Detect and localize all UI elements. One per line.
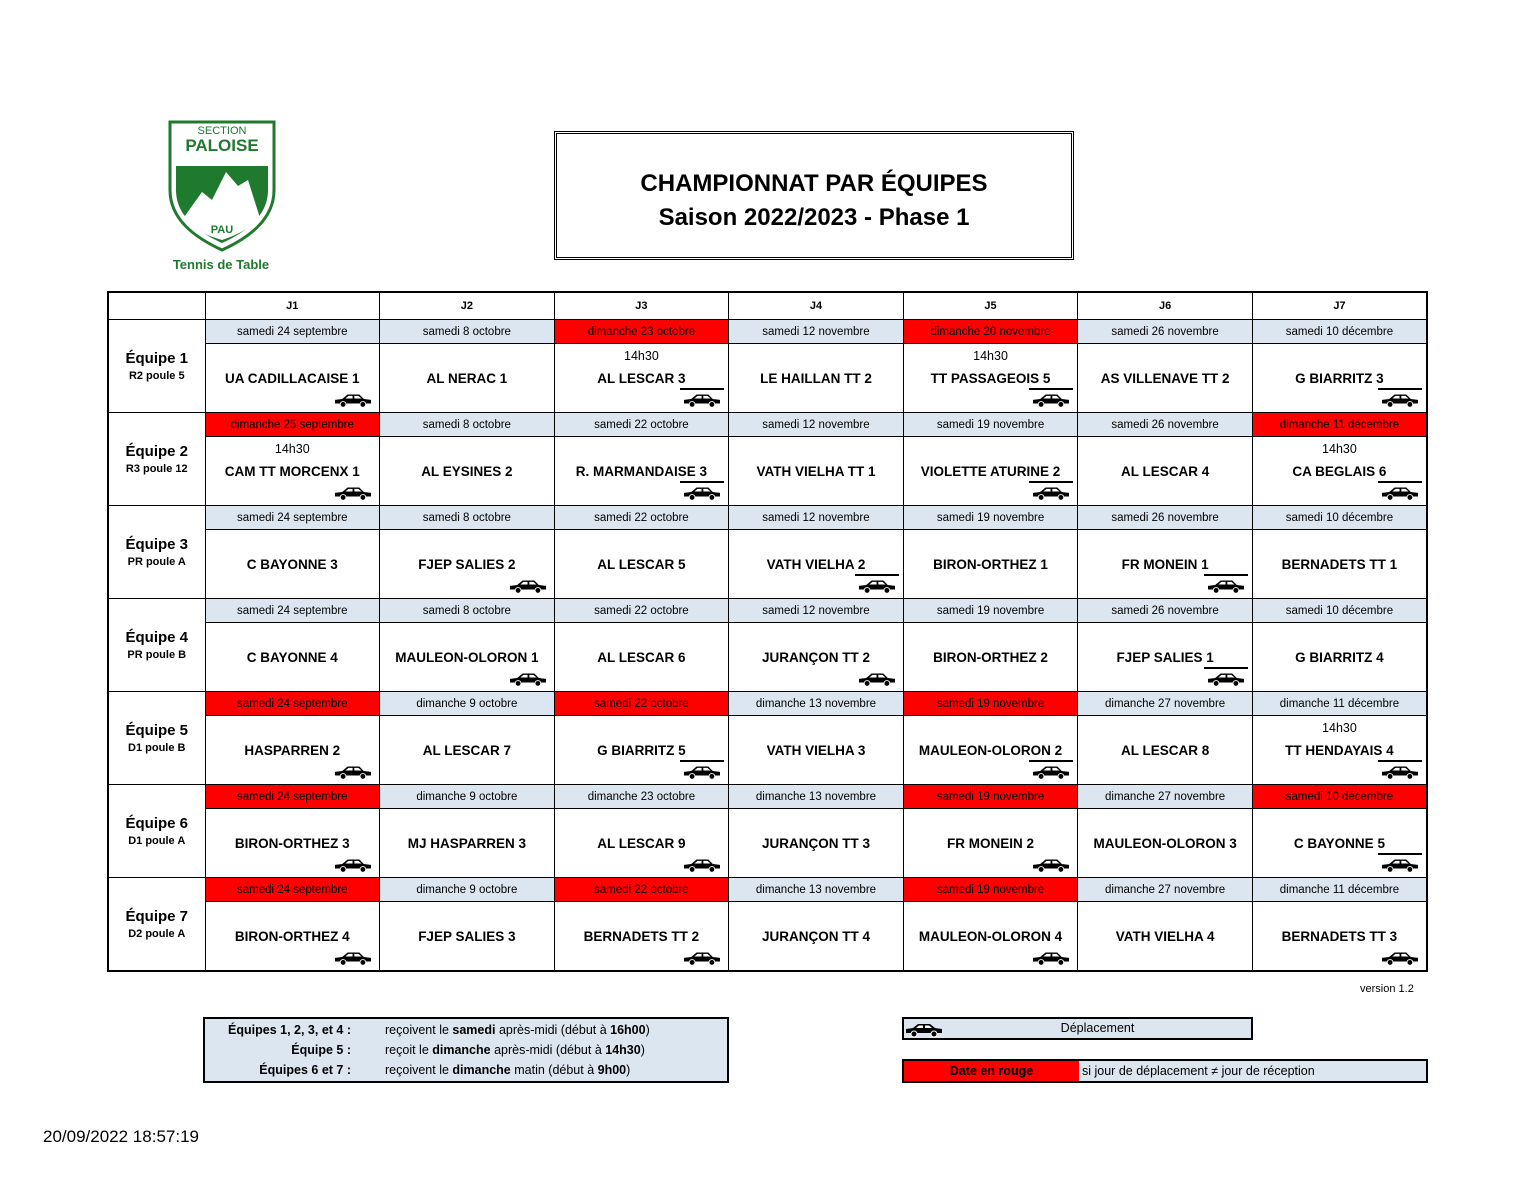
car-icon (1029, 948, 1073, 968)
match-cell (903, 809, 1078, 878)
opponent-name: FR MONEIN 1 (1121, 557, 1209, 572)
opponent-name: VATH VIELHA 4 (1115, 929, 1215, 944)
team-division: D2 poule A (128, 928, 186, 940)
travel-legend-text: Déplacement (1060, 1021, 1135, 1035)
match-date: samedi 19 novembre (903, 599, 1078, 623)
match-date: samedi 22 octobre (554, 878, 729, 902)
opponent-name: VATH VIELHA 3 (766, 743, 866, 758)
match-date: samedi 22 octobre (554, 599, 729, 623)
title-box (554, 131, 1074, 260)
opponent-name: BIRON-ORTHEZ 4 (234, 929, 350, 944)
opponent-name: AL NERAC 1 (426, 371, 508, 386)
opponent-name: MJ HASPARREN 3 (407, 836, 526, 851)
match-cell (554, 809, 729, 878)
match-cell (205, 437, 380, 506)
match-cell (903, 716, 1078, 785)
opponent-name: LE HAILLAN TT 2 (760, 371, 872, 386)
opponent-name: AL LESCAR 6 (597, 650, 686, 665)
match-cell (1252, 809, 1427, 878)
match-date: samedi 8 octobre (380, 599, 555, 623)
opponent-name: BIRON-ORTHEZ 2 (933, 650, 1048, 665)
match-date: samedi 12 novembre (729, 320, 904, 344)
section-paloise-logo (168, 120, 276, 252)
car-icon (1029, 855, 1073, 875)
legend-text: reçoivent le samedi après-midi (début à 16h00) (385, 1023, 650, 1037)
match-date: samedi 10 décembre (1252, 320, 1427, 344)
match-date: samedi 24 septembre (205, 599, 380, 623)
car-icon (1029, 760, 1073, 782)
match-cell (205, 530, 380, 599)
legend-text: reçoivent le dimanche matin (début à 9h00) (385, 1063, 631, 1077)
match-date: samedi 22 octobre (554, 692, 729, 716)
car-icon (1378, 481, 1422, 503)
opponent-name: FJEP SALIES 1 (1116, 650, 1214, 665)
match-cell (729, 437, 904, 506)
car-icon (680, 388, 724, 410)
match-cell (1252, 623, 1427, 692)
car-icon (1378, 853, 1422, 875)
red-date-label: Date en rouge (904, 1061, 1079, 1081)
opponent-name: VATH VIELHA TT 1 (756, 464, 876, 479)
opponent-name: AL LESCAR 8 (1120, 743, 1210, 758)
match-date: samedi 19 novembre (903, 785, 1078, 809)
match-date: dimanche 9 octobre (380, 878, 555, 902)
round-header: J4 (729, 292, 904, 320)
opponent-name: AL EYSINES 2 (421, 464, 513, 479)
opponent-name: UA CADILLACAISE 1 (225, 371, 360, 386)
opponent-name: BERNADETS TT 2 (583, 929, 700, 944)
match-date: samedi 12 novembre (729, 413, 904, 437)
match-date: samedi 19 novembre (903, 413, 1078, 437)
match-cell (1252, 902, 1427, 972)
match-date: dimanche 13 novembre (729, 692, 904, 716)
match-cell (554, 902, 729, 972)
match-cell (380, 530, 555, 599)
opponent-name: AL LESCAR 7 (422, 743, 511, 758)
red-date-legend (902, 1059, 1428, 1083)
match-cell (380, 623, 555, 692)
team-cell (108, 599, 205, 692)
home-schedule-legend (203, 1017, 729, 1083)
match-cell (380, 902, 555, 972)
team-division: PR poule B (127, 649, 187, 661)
match-date: samedi 26 novembre (1078, 320, 1253, 344)
match-time: 14h30 (1322, 442, 1357, 456)
match-time: 14h30 (973, 349, 1008, 363)
opponent-name: MAULEON-OLORON 3 (1093, 836, 1237, 851)
match-date: samedi 8 octobre (380, 413, 555, 437)
round-header: J7 (1252, 292, 1427, 320)
team-name: Équipe 2 (125, 443, 188, 460)
team-cell (108, 506, 205, 599)
match-cell (205, 902, 380, 972)
match-date: samedi 12 novembre (729, 506, 904, 530)
match-cell (1252, 530, 1427, 599)
opponent-name: JURANÇON TT 4 (761, 929, 870, 944)
match-cell (380, 437, 555, 506)
match-cell (554, 437, 729, 506)
travel-legend (902, 1017, 1253, 1040)
car-icon (1378, 388, 1422, 410)
match-date: samedi 10 décembre (1252, 785, 1427, 809)
match-cell (1078, 716, 1253, 785)
match-date: samedi 24 septembre (205, 785, 380, 809)
team-name: Équipe 7 (125, 908, 188, 925)
match-date: samedi 19 novembre (903, 692, 1078, 716)
legend-teams: Équipe 5 : (291, 1043, 351, 1057)
match-date: dimanche 27 novembre (1078, 785, 1253, 809)
match-cell (1078, 809, 1253, 878)
match-date: dimanche 27 novembre (1078, 692, 1253, 716)
match-date: dimanche 23 octobre (554, 785, 729, 809)
team-division: D1 poule B (128, 742, 186, 754)
opponent-name: JURANÇON TT 2 (761, 650, 870, 665)
match-cell (1252, 716, 1427, 785)
opponent-name: AL LESCAR 3 (597, 371, 686, 386)
match-date: dimanche 20 novembre (903, 320, 1078, 344)
match-cell (729, 902, 904, 972)
opponent-name: FJEP SALIES 2 (418, 557, 516, 572)
opponent-name: TT HENDAYAIS 4 (1285, 743, 1394, 758)
opponent-name: FJEP SALIES 3 (418, 929, 516, 944)
car-icon (680, 760, 724, 782)
match-cell (554, 530, 729, 599)
match-date: samedi 26 novembre (1078, 599, 1253, 623)
page-subtitle: Saison 2022/2023 - Phase 1 (658, 204, 970, 231)
team-cell (108, 413, 205, 506)
match-time: 14h30 (624, 349, 659, 363)
match-date: samedi 12 novembre (729, 599, 904, 623)
match-cell (205, 344, 380, 413)
car-icon (1378, 760, 1422, 782)
match-cell (1078, 437, 1253, 506)
team-division: R2 poule 5 (128, 370, 185, 382)
opponent-name: G BIARRITZ 4 (1295, 650, 1384, 665)
match-cell (1252, 344, 1427, 413)
opponent-name: AL LESCAR 5 (597, 557, 686, 572)
round-header: J6 (1078, 292, 1253, 320)
match-date: samedi 24 septembre (205, 320, 380, 344)
match-date: dimanche 27 novembre (1078, 878, 1253, 902)
match-date: samedi 26 novembre (1078, 506, 1253, 530)
car-icon (904, 1019, 944, 1038)
match-time: 14h30 (274, 442, 310, 456)
opponent-name: AL LESCAR 4 (1120, 464, 1210, 479)
team-name: Équipe 3 (125, 536, 188, 553)
match-cell (205, 716, 380, 785)
match-cell (380, 809, 555, 878)
opponent-name: C BAYONNE 3 (246, 557, 338, 572)
opponent-name: MAULEON-OLORON 1 (395, 650, 539, 665)
opponent-name: JURANÇON TT 3 (761, 836, 870, 851)
opponent-name: BIRON-ORTHEZ 1 (933, 557, 1048, 572)
match-date: samedi 24 septembre (205, 692, 380, 716)
car-icon (331, 762, 375, 782)
match-cell (1078, 902, 1253, 972)
opponent-name: C BAYONNE 4 (246, 650, 338, 665)
car-icon (331, 390, 375, 410)
match-cell (554, 344, 729, 413)
match-date: samedi 19 novembre (903, 878, 1078, 902)
match-date: samedi 8 octobre (380, 320, 555, 344)
car-icon (1204, 667, 1248, 689)
match-cell (1078, 623, 1253, 692)
opponent-name: TT PASSAGEOIS 5 (930, 371, 1051, 386)
opponent-name: G BIARRITZ 5 (597, 743, 686, 758)
match-cell (729, 623, 904, 692)
logo-subtitle: Tennis de Table (172, 257, 270, 272)
round-header: J2 (380, 292, 555, 320)
opponent-name: CA BEGLAIS 6 (1292, 464, 1387, 479)
match-time: 14h30 (1322, 721, 1357, 735)
red-date-text: si jour de déplacement ≠ jour de réception (1082, 1064, 1315, 1078)
team-cell (108, 692, 205, 785)
match-date: samedi 24 septembre (205, 878, 380, 902)
team-cell (108, 878, 205, 972)
match-cell (1078, 530, 1253, 599)
opponent-name: AS VILLENAVE TT 2 (1100, 371, 1230, 386)
match-date: dimanche 11 décembre (1252, 692, 1427, 716)
match-date: samedi 22 octobre (554, 506, 729, 530)
opponent-name: MAULEON-OLORON 4 (918, 929, 1063, 944)
legend-row (205, 1023, 727, 1041)
legend-text: reçoit le dimanche après-midi (début à 14h30) (385, 1043, 645, 1057)
match-cell (554, 623, 729, 692)
opponent-name: VATH VIELHA 2 (766, 557, 866, 572)
svg-text:PAU: PAU (210, 224, 234, 236)
opponent-name: CAM TT MORCENX 1 (224, 464, 360, 479)
round-header: J3 (554, 292, 729, 320)
car-icon (680, 481, 724, 503)
car-icon (506, 669, 550, 689)
match-cell (903, 344, 1078, 413)
match-cell (729, 530, 904, 599)
match-cell (729, 809, 904, 878)
schedule-table (107, 291, 1428, 972)
car-icon (680, 855, 724, 875)
match-date: samedi 24 septembre (205, 506, 380, 530)
svg-text:SECTION: SECTION (197, 125, 247, 137)
team-division: R3 poule 12 (125, 463, 188, 475)
match-date: samedi 22 octobre (554, 413, 729, 437)
team-name: Équipe 6 (125, 815, 188, 832)
match-cell (903, 530, 1078, 599)
opponent-name: R. MARMANDAISE 3 (575, 464, 708, 479)
version-label: version 1.2 (1360, 983, 1414, 995)
legend-row (205, 1063, 727, 1081)
opponent-name: BERNADETS TT 1 (1281, 557, 1398, 572)
match-cell (903, 623, 1078, 692)
opponent-name: AL LESCAR 9 (597, 836, 686, 851)
match-date: samedi 10 décembre (1252, 599, 1427, 623)
team-name: Équipe 4 (125, 629, 188, 646)
opponent-name: C BAYONNE 5 (1293, 836, 1385, 851)
match-date: dimanche 13 novembre (729, 878, 904, 902)
team-division: D1 poule A (128, 835, 186, 847)
car-icon (1029, 388, 1073, 410)
team-name: Équipe 1 (125, 350, 188, 367)
match-date: dimanche 23 octobre (554, 320, 729, 344)
match-cell (729, 716, 904, 785)
match-cell (903, 902, 1078, 972)
legend-teams: Équipes 6 et 7 : (259, 1063, 351, 1077)
team-division: PR poule A (127, 556, 186, 568)
team-cell (108, 785, 205, 878)
svg-text:PALOISE: PALOISE (185, 136, 259, 155)
match-date: dimanche 11 décembre (1252, 878, 1427, 902)
match-cell (205, 809, 380, 878)
match-cell (380, 716, 555, 785)
match-date: dimanche 25 septembre (205, 413, 380, 437)
opponent-name: FR MONEIN 2 (947, 836, 1035, 851)
match-cell (903, 437, 1078, 506)
match-cell (380, 344, 555, 413)
car-icon (331, 483, 375, 503)
match-date: dimanche 9 octobre (380, 692, 555, 716)
match-cell (554, 716, 729, 785)
match-date: samedi 8 octobre (380, 506, 555, 530)
match-date: samedi 26 novembre (1078, 413, 1253, 437)
car-icon (506, 576, 550, 596)
opponent-name: HASPARREN 2 (244, 743, 341, 758)
opponent-name: BERNADETS TT 3 (1281, 929, 1398, 944)
car-icon (1204, 574, 1248, 596)
round-header: J5 (903, 292, 1078, 320)
match-date: dimanche 13 novembre (729, 785, 904, 809)
opponent-name: G BIARRITZ 3 (1295, 371, 1384, 386)
page-title: CHAMPIONNAT PAR ÉQUIPES (640, 170, 988, 197)
car-icon (680, 948, 724, 968)
car-icon (1029, 481, 1073, 503)
legend-teams: Équipes 1, 2, 3, et 4 : (228, 1023, 351, 1037)
team-cell (108, 320, 205, 413)
opponent-name: BIRON-ORTHEZ 3 (234, 836, 350, 851)
match-cell (1252, 437, 1427, 506)
corner-cell (108, 292, 205, 320)
car-icon (855, 574, 899, 596)
match-cell (1078, 344, 1253, 413)
round-header: J1 (205, 292, 380, 320)
match-date: dimanche 11 décembre (1252, 413, 1427, 437)
opponent-name: VIOLETTE ATURINE 2 (920, 464, 1061, 479)
match-date: samedi 10 décembre (1252, 506, 1427, 530)
opponent-name: MAULEON-OLORON 2 (918, 743, 1063, 758)
match-date: dimanche 9 octobre (380, 785, 555, 809)
match-date: samedi 19 novembre (903, 506, 1078, 530)
team-name: Équipe 5 (125, 722, 188, 739)
match-cell (205, 623, 380, 692)
print-timestamp: 20/09/2022 18:57:19 (43, 1127, 199, 1146)
legend-row (205, 1043, 727, 1061)
match-cell (729, 344, 904, 413)
car-icon (855, 669, 899, 689)
car-icon (1378, 948, 1422, 968)
car-icon (331, 948, 375, 968)
car-icon (331, 855, 375, 875)
